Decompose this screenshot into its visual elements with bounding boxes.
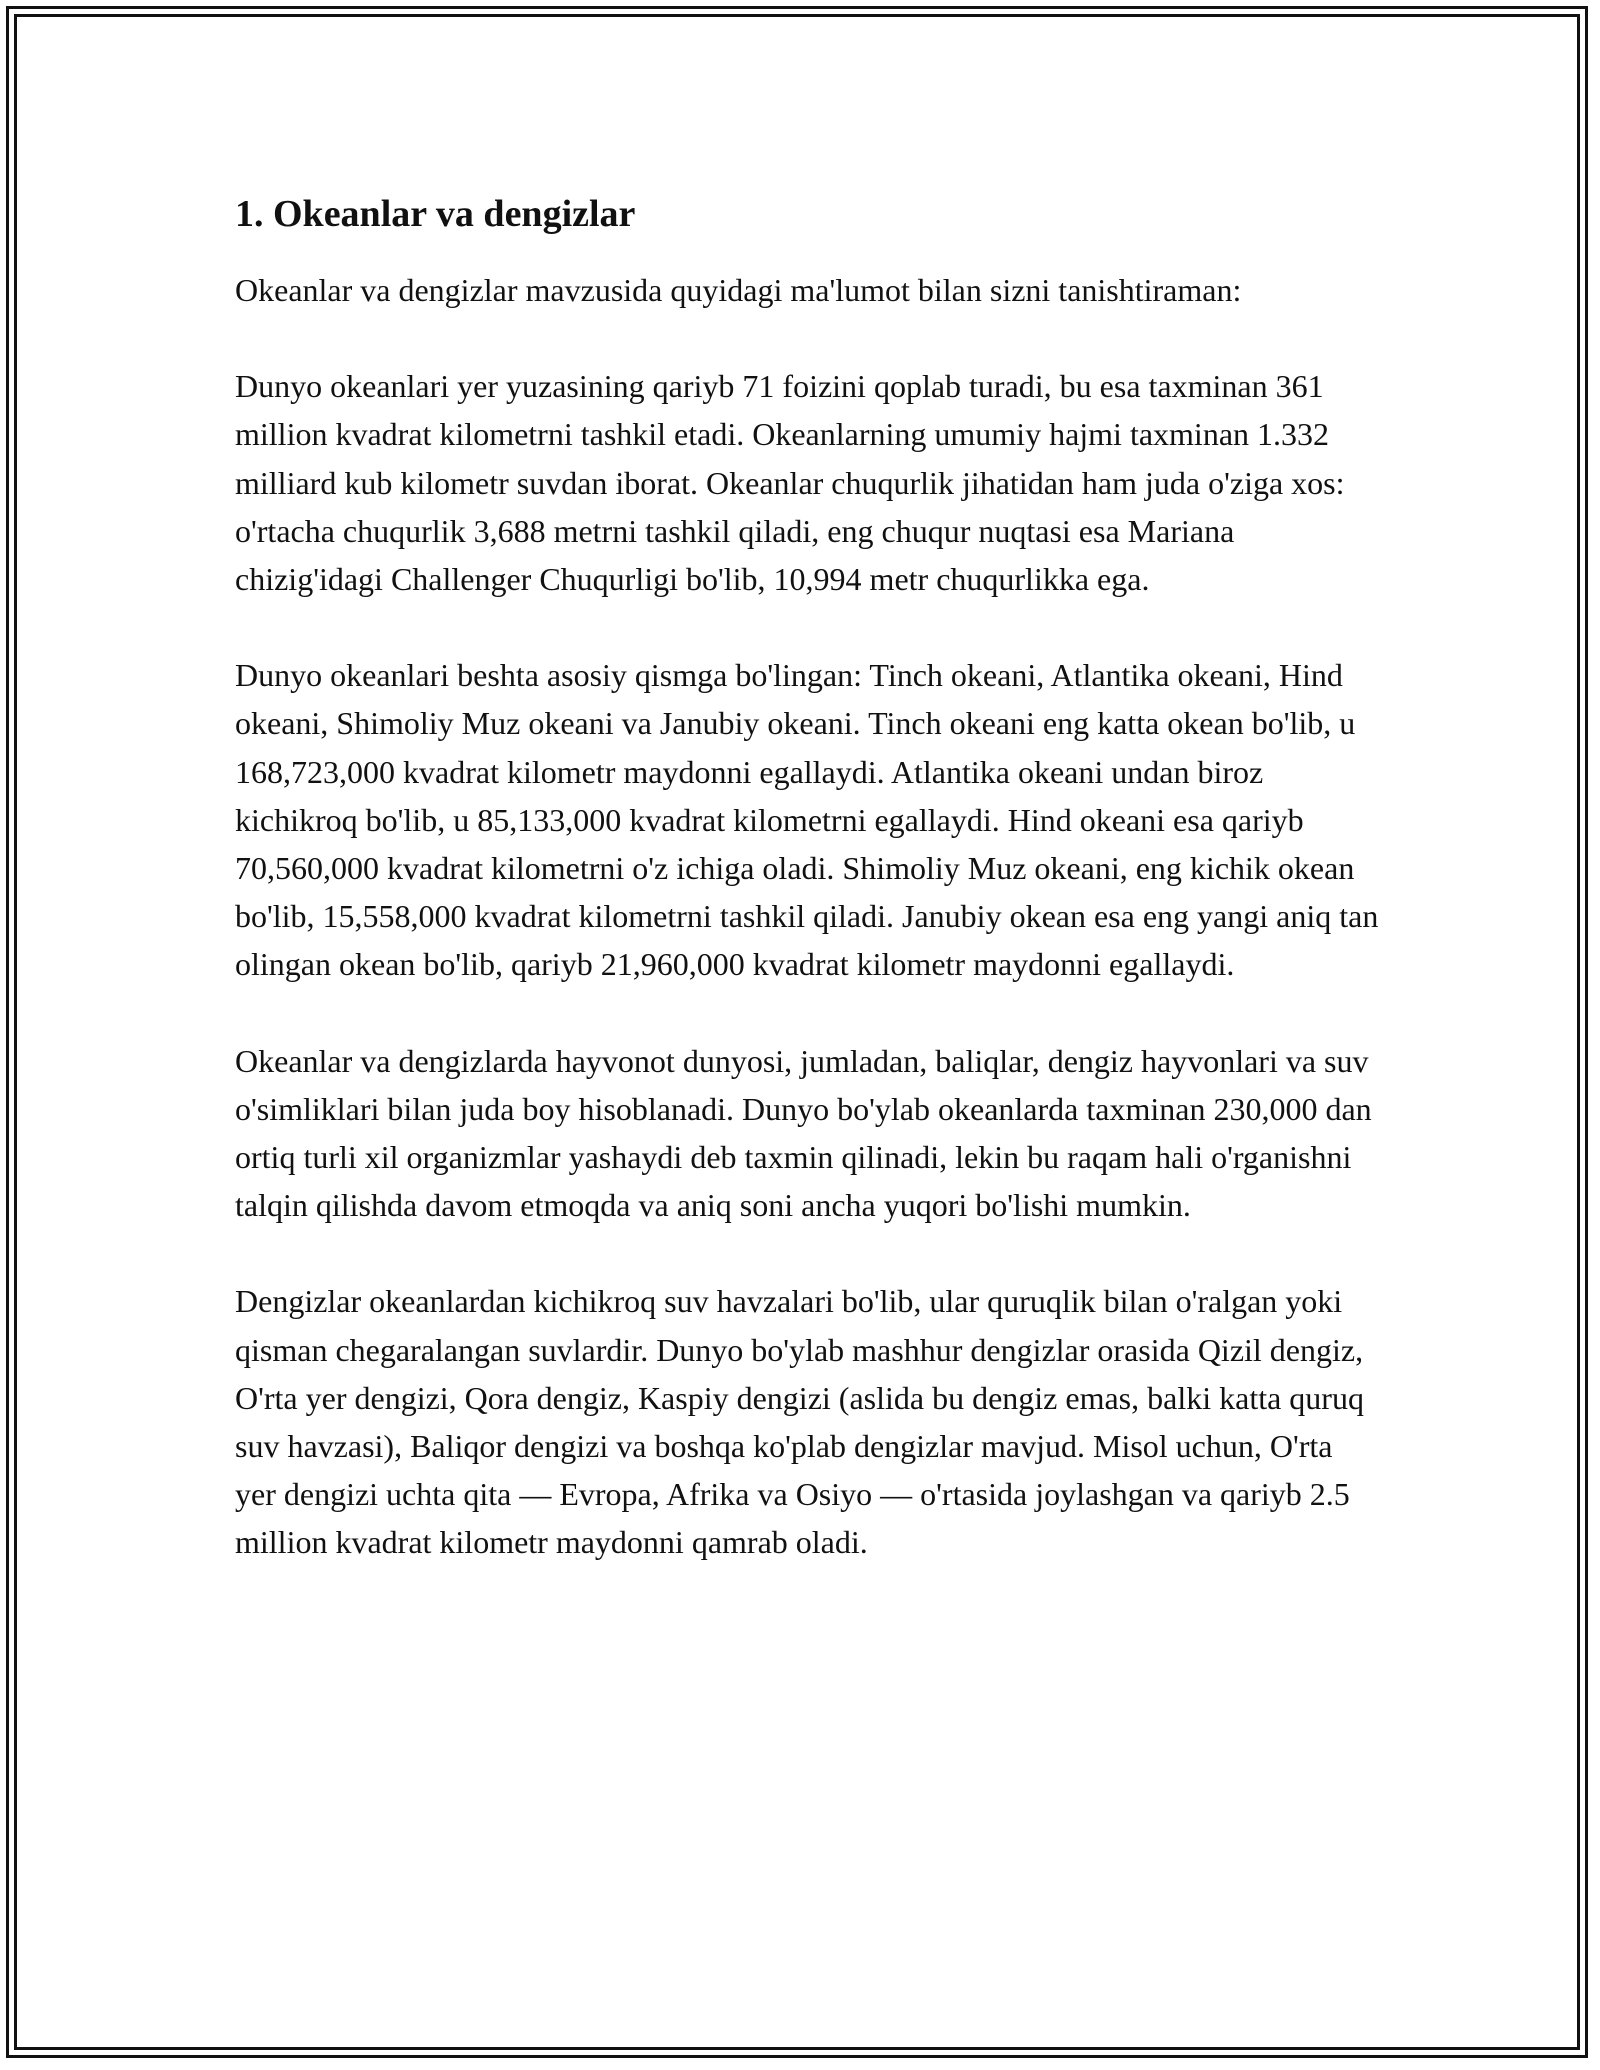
paragraph-ocean-facts: Dunyo okeanlari yer yuzasining qariyb 71 foizini qoplab turadi, bu esa taxminan 361 million kvadrat kilometrni tashkil etadi. Okeanlarning umumiy hajmi taxminan 1.332 milliard kub kilometr suvdan iborat. Okeanlar chuqurlik jihatidan ham juda o'ziga xos: o'rtacha chuqurlik 3,688 metrni tashkil qiladi, eng chuqur nuqtasi esa Mariana chizig'idagi Challenger Chuqurligi bo'lib, 10,994 metr chuqurlikka ega.	[235, 368, 1345, 598]
paragraph-marine-life: Okeanlar va dengizlarda hayvonot dunyosi, jumladan, baliqlar, dengiz hayvonlari va suv o'simliklari bilan juda boy hisoblanadi. Dunyo bo'ylab okeanlarda taxminan 230,000 dan ortiq turli xil organizmlar yashaydi deb taxmin qilinadi, lekin bu raqam hali o'rganishni talqin qilishda davom etmoqda va aniq soni ancha yuqori bo'lishi mumkin.	[235, 1042, 1372, 1224]
paragraph-ocean-divisions: Dunyo okeanlari beshta asosiy qismga bo'lingan: Tinch okeani, Atlantika okeani, Hind okeani, Shimoliy Muz okeani va Janubiy okeani. Tinch okeani eng katta okean bo'lib, u 168,723,000 kvadrat kilometr maydonni egallaydi. Atlantika okeani undan biroz kichikroq bo'lib, u 85,133,000 kvadrat kilometrni egallaydi. Hind okeani esa qariyb 70,560,000 kvadrat kilometrni o'z ichiga oladi. Shimoliy Muz okeani, eng kichik okean bo'lib, 15,558,000 kvadrat kilometrni tashkil qiladi. Janubiy okean esa eng yangi aniq tan olingan okean bo'lib, qariyb 21,960,000 kvadrat kilometr maydonni egallaydi.	[235, 657, 1379, 983]
section-heading: 1. Okeanlar va dengizlar	[235, 193, 636, 235]
paragraph-seas: Dengizlar okeanlardan kichikroq suv havzalari bo'lib, ular quruqlik bilan o'ralgan yoki qisman chegaralangan suvlardir. Dunyo bo'ylab mashhur dengizlar orasida Qizil dengiz, O'rta yer dengizi, Qora dengiz, Kaspiy dengizi (aslida bu dengiz emas, balki katta quruq suv havzasi), Baliqor dengizi va boshqa ko'plab dengizlar mavjud. Misol uchun, O'rta yer dengizi uchta qita — Evropa, Afrika va Osiyo — o'rtasida joylashgan va qariyb 2.5 million kvadrat kilometr maydonni qamrab oladi.	[235, 1283, 1364, 1561]
document-body	[235, 190, 1380, 1615]
intro-paragraph: Okeanlar va dengizlar mavzusida quyidagi ma'lumot bilan sizni tanishtiraman:	[235, 272, 1242, 308]
